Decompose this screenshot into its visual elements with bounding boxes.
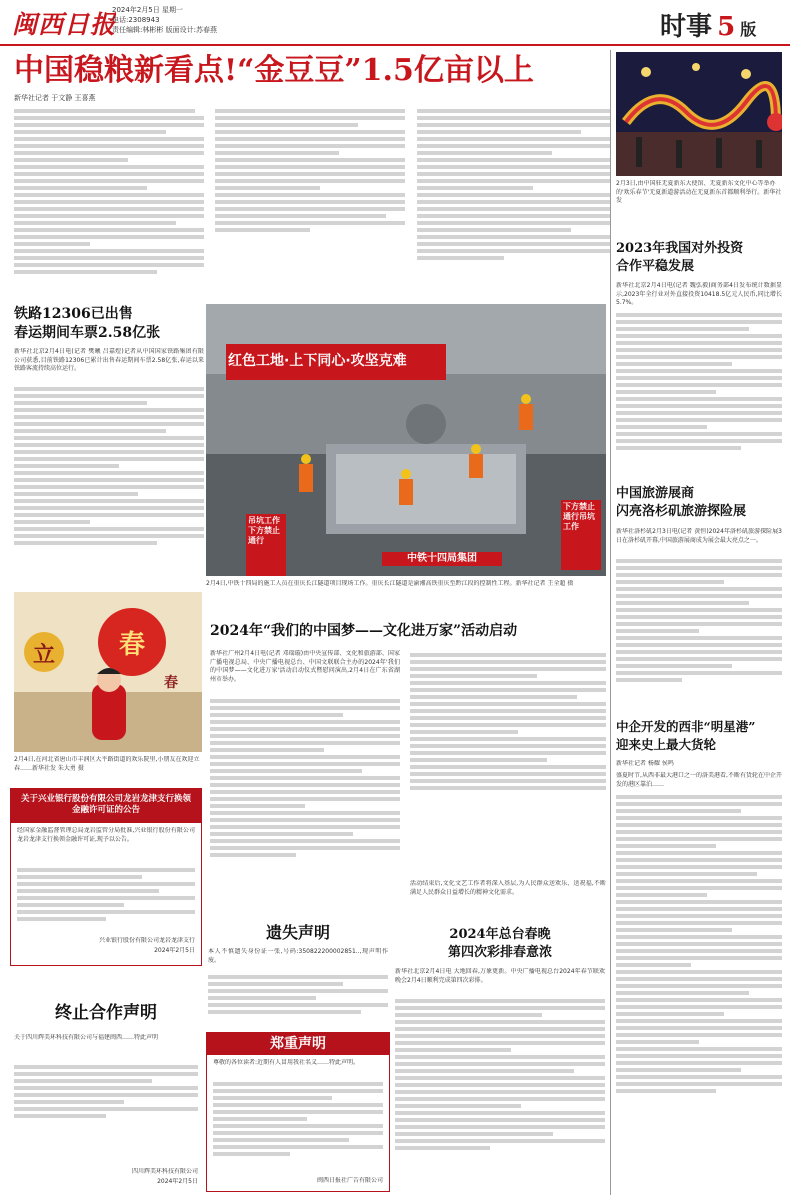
loss-notice-body: 本人不慎遗失身份证一张,号码:350822200002851..,现声明作废。 xyxy=(208,948,388,964)
sign-right: 下方禁止通行吊坑工作 xyxy=(563,502,595,531)
port-byline: 新华社记者 杨耀 侯鸣 xyxy=(616,760,674,767)
lead-body xyxy=(14,104,610,298)
gala-body-columns xyxy=(395,996,605,1192)
tourism-headline-2: 闪亮洛杉矶旅游探险展 xyxy=(616,504,747,519)
rail-divider xyxy=(610,50,611,1195)
left-photo xyxy=(14,592,202,752)
solemn-notice-details xyxy=(213,1079,383,1175)
left-photo-caption: 2月4日,在河北省唐山市丰润区大平路街道的欢乐院里,小朋友在欢迎立春……新华社发 朱大勇 摄 xyxy=(14,756,200,772)
rail-photo xyxy=(616,52,782,176)
gala-headline-1: 2024年总台春晚 xyxy=(449,927,551,942)
masthead-phone: 电话:2308943 xyxy=(112,16,160,24)
masthead-date: 2024年2月5日 星期一 xyxy=(112,6,183,14)
rail12306-headline-1: 铁路12306已出售 xyxy=(14,306,133,322)
main-photo-caption: 2月4日,中铁十四局的施工人员在重庆长江隧道项目现场工作。重庆长江隧道是渝湘高铁重庆至黔江段的控制性工程。新华社记者 王全超 摄 xyxy=(206,580,574,587)
solemn-notice-body: 尊敬的各位读者:近期有人冒用我社名义……特此声明。 xyxy=(213,1059,360,1066)
tunnel-banner: 红色工地·上下同心·攻坚克难 xyxy=(228,353,407,369)
main-photo xyxy=(206,304,606,576)
masthead xyxy=(0,0,790,46)
loss-notice-title: 遗失声明 xyxy=(265,923,330,942)
lead-column-3 xyxy=(417,106,610,263)
rail12306-body-columns xyxy=(14,384,204,584)
sign-left: 吊坑工作下方禁止通行 xyxy=(248,516,280,545)
bank-notice-signer: 兴业银行股份有限公司龙岩龙津支行 xyxy=(98,937,195,944)
culture-body-left: 新华社广州2月4日电(记者 邓瑞璇)由中央宣传部、文化和旅游部、国家广播电视总局、中央广播电视总台、中国文联联合主办的2024年'我们的中国梦——文化进万家'活动启动仪式暨慰问演出,2月4日在广东省湖州市举办。 xyxy=(210,650,400,683)
port-body-columns xyxy=(616,792,782,1188)
photo-char-li: 立 xyxy=(33,642,56,668)
termination-notice-signer: 四川辉美环科技有限公司 xyxy=(131,1168,198,1175)
culture-body-right: 活动结束后,文化文艺工作者将深入基层,为人民群众送欢乐、送祝福,不断满足人民群众日益增长的精神文化需求。 xyxy=(410,880,606,896)
trade-headline-2: 合作平稳发展 xyxy=(616,259,695,274)
lead-byline: 新华社记者 于文静 王喜燕 xyxy=(14,94,96,102)
culture-column-left xyxy=(210,696,400,920)
lead-column-2 xyxy=(215,106,405,235)
rail12306-headline-2: 春运期间车票2.58亿张 xyxy=(14,325,161,341)
trade-headline-1: 2023年我国对外投资 xyxy=(616,241,744,256)
bank-notice-body: 经国家金融监督管理总局龙岩监管分局批准,兴业银行股份有限公司龙岩龙津支行换领金融许可证,现予以公告。 xyxy=(17,827,195,843)
lead-column-1 xyxy=(14,106,204,277)
bank-notice-date: 2024年2月5日 xyxy=(154,947,195,954)
section-label xyxy=(660,6,790,40)
loss-notice-details xyxy=(208,972,388,1026)
solemn-notice xyxy=(206,1032,390,1192)
dragon-dance-image xyxy=(616,52,782,176)
tourism-body: 新华社洛杉矶2月3日电(记者 黄恒)2024年洛杉矶旅游探险展3日在洛杉矶开幕,中国旅游展商成为展会最大亮点之一。 xyxy=(616,528,782,544)
termination-notice-date: 2024年2月5日 xyxy=(157,1178,198,1185)
masthead-logo: 闽西日报 xyxy=(12,10,117,39)
lead-headline: 中国稳粮新看点!“金豆豆”1.5亿亩以上 xyxy=(14,53,534,88)
rail12306-body: 新华社北京2月4日电(记者 樊曦 吕嘉煜)记者从中国国家铁路集团有限公司获悉,目前铁路12306已累计出售春运期间车票2.58亿张,春运以来铁路客流持续高位运行。 xyxy=(14,348,204,372)
section-name: 时事 xyxy=(660,12,713,40)
bank-notice xyxy=(10,788,202,966)
termination-notice-details xyxy=(14,1062,198,1150)
loss-notice xyxy=(206,922,390,1028)
tourism-body-columns xyxy=(616,556,782,706)
photo-char-spring-2: 春 xyxy=(164,675,178,691)
solemn-notice-title: 郑重声明 xyxy=(207,1033,389,1055)
solemn-notice-signer: 闽西日报社广告有限公司 xyxy=(316,1177,383,1184)
tourism-headline-1: 中国旅游展商 xyxy=(616,486,695,501)
gala-headline-2: 第四次彩排春意浓 xyxy=(447,945,552,960)
culture-headline: 2024年“我们的中国梦——文化进万家”活动启动 xyxy=(210,623,518,639)
rail-photo-caption: 2月3日,由中国驻无夏新东大使馆、无夏新东文化中心等举办的'欢乐春节'无夏新道游活动在无夏新东首都顺利举行。新华社发 xyxy=(616,180,782,204)
port-headline-2: 迎来史上最大货轮 xyxy=(616,737,717,752)
gala-body: 新华社北京2月4日电 大地回春,万象更新。中央广播电视总台2024年春节联欢晚会2月4日顺利完成第四次彩排。 xyxy=(395,968,605,984)
page-number: 5 xyxy=(717,12,736,40)
port-headline-1: 中企开发的西非“明星港” xyxy=(616,719,756,734)
page-suffix: 版 xyxy=(740,20,757,39)
company-label: 中铁十四局集团 xyxy=(382,552,502,566)
trade-body-columns xyxy=(616,310,782,472)
photo-char-spring-1: 春 xyxy=(119,630,146,660)
trade-body: 新华社北京2月4日电(记者 魏弘毅)商务部4日发布统计数据显示,2023年全行业对外直接投资10418.5亿元人民币,同比增长5.7%。 xyxy=(616,282,782,306)
port-body: 盛夏时节,从西非最大港口之一的洛美港看,不断有货轮在中企开发的港区靠泊…… xyxy=(616,772,782,788)
masthead-editors: 责任编辑:林彬彬 版面设计:苏春燕 xyxy=(112,26,217,34)
bank-notice-details xyxy=(17,865,195,935)
bank-notice-title: 关于兴业银行股份有限公司龙岩龙津支行换领金融许可证的公告 xyxy=(11,789,201,823)
culture-column-right xyxy=(410,650,606,878)
termination-notice-body: 关于四川辉美环科技有限公司与福建闽西……特此声明 xyxy=(14,1034,159,1041)
termination-notice xyxy=(10,1000,202,1192)
termination-notice-title: 终止合作声明 xyxy=(55,1003,157,1023)
